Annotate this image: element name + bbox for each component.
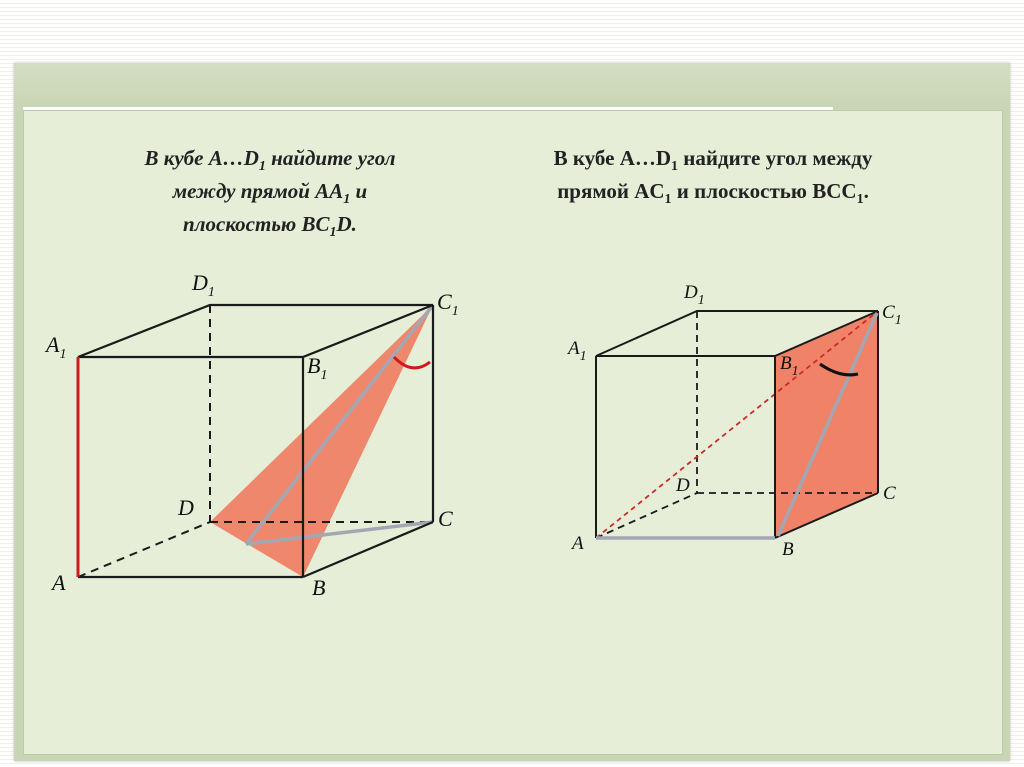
right-label-b: B [782, 539, 794, 560]
task-left-line-1: В кубе $A\dots D_1$ найдите угол [144, 146, 396, 175]
left-diagonal-c1-foot [246, 305, 433, 544]
left-label-c: C [438, 506, 453, 531]
left-label-b1: $B_1$ [307, 353, 328, 383]
task-right-line-2: прямой $AC_1$ и плоскостью $BCC_1$. [557, 179, 869, 208]
task-left-line-2: между прямой $AA_1$ и [172, 179, 368, 208]
right-label-c1: $C_1$ [882, 302, 902, 328]
right-label-c: C [883, 483, 896, 504]
left-label-c1: $C_1$ [437, 289, 459, 319]
left-label-d: D [178, 495, 194, 520]
left-label-b: B [312, 575, 326, 600]
left-edge-ad-hidden [78, 522, 210, 577]
task-left-line-3: плоскостью $BC_1D$. [183, 212, 357, 241]
left-cube [44, 270, 459, 600]
task-right-line-1: В кубе $A\dots D_1$ найдите угол между [553, 146, 873, 175]
left-top-face [78, 305, 433, 357]
left-label-a1: $A_1$ [46, 332, 67, 362]
right-label-a1: $A_1$ [568, 338, 587, 364]
right-edge-ad-hidden [596, 493, 697, 538]
left-label-a: A [52, 570, 66, 595]
right-label-d1: $D_1$ [684, 282, 705, 308]
right-label-a: A [572, 533, 584, 554]
right-cube [566, 282, 902, 560]
right-label-d: D [676, 475, 690, 496]
left-label-d1: $D_1$ [192, 270, 215, 300]
right-label-b1: $B_1$ [780, 353, 799, 379]
